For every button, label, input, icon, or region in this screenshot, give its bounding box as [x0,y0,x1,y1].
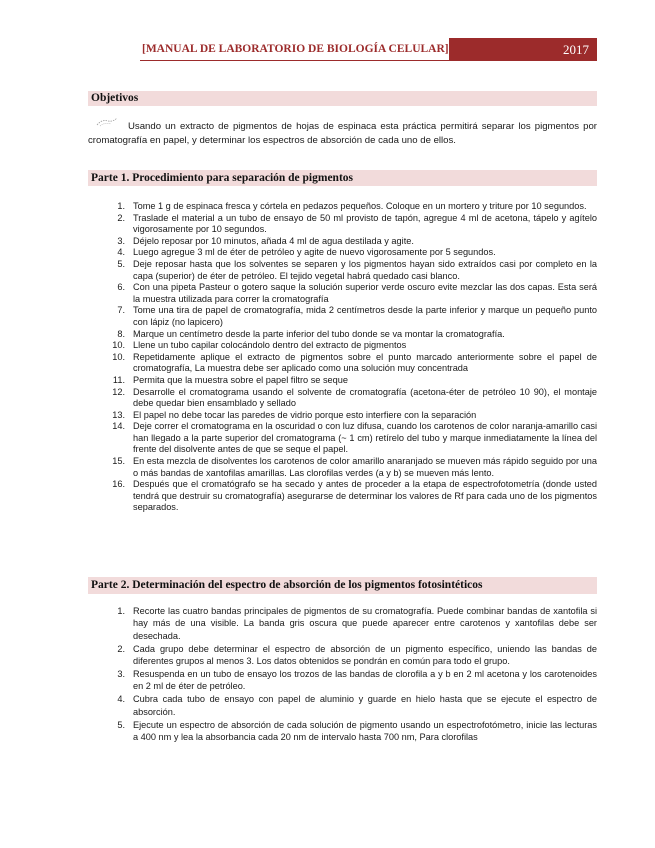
list-item [88,305,597,328]
step-text: Después que el cromatógrafo se ha secado y antes de proceder a la etapa de espectrofotometría (donde usted tendrá que destruir su cromatografía) asegurarse de determinar los valores de Rf para cada uno de los pigmentos separados. [133,479,597,513]
step-number: 12. [112,386,125,397]
list-item [88,605,597,642]
step-number: 3. [117,669,125,680]
page-header [140,38,597,61]
list-item [88,329,597,341]
list-item [88,421,597,456]
step-number: 5. [117,719,125,730]
step-text: Tome 1 g de espinaca fresca y córtela en pedazos pequeños. Coloque en un mortero y triture por 10 segundos. [133,201,587,211]
step-number: 8. [117,328,125,339]
step-text: Deje correr el cromatograma en la oscuridad o con luz difusa, cuando los carotenos de color naranja-amarillo casi han llegado a la parte superior del cromatograma (~ 1 cm) retírelo del tubo y marque inmediatamente la línea del frente del disolvente antes de que se seque el papel. [133,421,597,455]
step-text: Marque un centímetro desde la parte inferior del tubo donde se va montar la cromatografía. [133,328,505,339]
parte-1-steps-list [88,201,597,514]
list-item [88,247,597,259]
header-year: 2017 [449,38,597,61]
step-text: Repetidamente aplique el extracto de pigmentos sobre el punto marcado anteriormente sobre el papel de cromatografía, La muestra debe ser aplicado como una solución muy concentrada [133,351,597,374]
step-number: 2. [117,643,125,654]
step-text: Con una pipeta Pasteur o gotero saque la solución superior verde oscuro evite mezclar las dos capas. Esta será la muestra utilizada para correr la cromatografía [133,282,597,304]
step-number: 15. [112,456,125,467]
step-number: 4. [117,694,125,705]
step-text: Ejecute un espectro de absorción de cada solución de pigmento usando un espectrofotómetro, inicie las lecturas a 400 nm y lea la absorbancia cada 20 nm de intervalo hasta 700 nm, Para clorofilas [133,719,597,743]
list-item [88,236,597,248]
list-item [88,387,597,410]
step-number: 10. [112,351,125,362]
step-number: 16. [112,479,125,490]
list-item [88,410,597,422]
step-text: Desarrolle el cromatograma usando el solvente de cromatografía (acetona-éter de petróleo 10 90), el montaje debe quedar bien ensamblado y sellado [133,386,597,409]
step-number: 13. [112,409,125,420]
step-text: Resuspenda en un tubo de ensayo los trozos de las bandas de clorofila a y b en 2 ml acetona y los carotenoides en 2 ml de éter de petróleo. [133,669,597,692]
section-heading-parte-2: Parte 2. Determinación del espectro de absorción de los pigmentos fotosintéticos [88,577,597,594]
list-item [88,479,597,514]
step-number: 11. [112,374,125,385]
step-text: Deje reposar hasta que los solventes se separen y los pigmentos hayan sido extraídos casi por completo en la capa (superior) de éter de petróleo. El tejido vegetal habrá quedado casi blanco. [133,258,597,281]
step-text: Cada grupo debe determinar el espectro de absorción de un pigmento específico, uniendo las bandas de diferentes grupos al menos 3. Los datos obtenidos se pondrán en común para todo el grupo. [133,643,597,667]
step-text: Recorte las cuatro bandas principales de pigmentos de su cromatografía. Puede combinar bandas de xantofila si hay más de una visible. La banda gris oscura que puede aparecer entre carotenos y xantofilas debe ser desechada. [133,606,597,641]
step-number: 3. [117,235,125,246]
list-item [88,259,597,282]
list-item [88,668,597,693]
list-item [88,352,597,375]
step-number: 2. [117,212,125,223]
list-item [88,375,597,387]
objetivos-text: Usando un extracto de pigmentos de hojas de espinaca esta práctica permitirá separar los pigmentos por cromatografía en papel, y determinar los espectros de absorción de cada uno de ellos. [88,121,597,146]
parte-2-steps-list [88,605,597,744]
step-number: 10. [112,340,125,351]
step-number: 1. [117,201,125,211]
section-heading-objetivos: Objetivos [88,91,597,106]
step-number: 7. [117,305,125,316]
step-number: 1. [117,606,125,616]
list-item [88,201,597,213]
list-item [88,693,597,718]
list-item [88,213,597,236]
step-text: Permita que la muestra sobre el papel filtro se seque [133,374,349,385]
step-text: El papel no debe tocar las paredes de vidrio porque esto interfiere con la separación [133,409,477,420]
step-text: Luego agregue 3 ml de éter de petróleo y agite de nuevo vigorosamente por 5 segundos. [133,247,496,258]
list-item [88,719,597,744]
list-item [88,456,597,479]
step-text: En esta mezcla de disolventes los carotenos de color amarillo anaranjado se mueven más rápido seguido por una o más bandas de xantofilas amarillas. Las clorofilas verdes (a y b) se mueven más lento. [133,456,597,478]
section-heading-parte-1: Parte 1. Procedimiento para separación de pigmentos [88,170,597,186]
list-item [88,340,597,352]
step-text: Tome una tira de papel de cromatografía, mida 2 centímetros desde la parte inferior y marque un pequeño punto con lápiz (no lapicero) [133,305,597,327]
step-number: 6. [117,282,125,293]
list-item [88,643,597,668]
step-number: 14. [112,421,125,432]
step-number: 5. [117,258,125,269]
step-text: Llene un tubo capilar colocándolo dentro del extracto de pigmentos [133,340,407,351]
step-number: 4. [117,247,125,258]
header-title: [MANUAL DE LABORATORIO DE BIOLOGÍA CELULAR] [140,38,449,61]
step-text: Déjelo reposar por 10 minutos, añada 4 ml de agua destilada y agite. [133,235,414,246]
step-text: Traslade el material a un tubo de ensayo de 50 ml provisto de tapón, agregue 4 ml de acetona, tápelo y agítelo vigorosamente por 10 segundos. [133,212,597,235]
list-item [88,282,597,305]
step-text: Cubra cada tubo de ensayo con papel de aluminio y guarde en hielo hasta que se ejecute el espectro de absorción. [133,694,597,717]
